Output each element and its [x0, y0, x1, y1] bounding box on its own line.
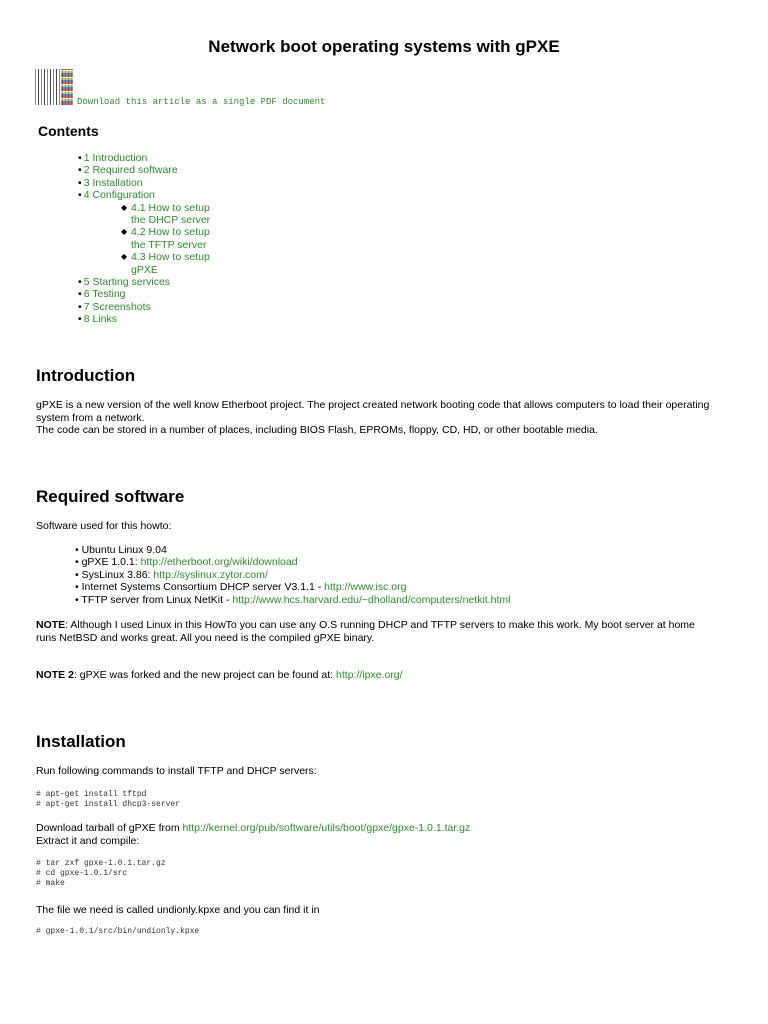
list-item: • Ubuntu Linux 9.04 [75, 544, 167, 556]
list-item: • SysLinux 3.86: http://syslinux.zytor.com/ [75, 568, 268, 581]
extract-text: Extract it and compile: [36, 834, 140, 847]
code-block-file-path: # gpxe-1.0.1/src/bin/undionly.kpxe [36, 927, 200, 936]
toc-item[interactable]: • 6 Testing [78, 288, 126, 301]
page-title: Network boot operating systems with gPXE [208, 37, 560, 56]
note2-paragraph [36, 669, 716, 682]
toc-link-testing[interactable]: 6 Testing [83, 288, 126, 301]
toc-item[interactable]: • 5 Starting services [78, 276, 171, 289]
file-paragraph: The file we need is called undionly.kpxe and you can find it in [36, 904, 320, 916]
toc-item[interactable]: • 1 Introduction [78, 152, 148, 164]
introduction-text-2: The code can be stored in a number of places, including BIOS Flash, EPROMs, floppy, CD, HD, or other bootable media. [36, 424, 598, 437]
download-paragraph [36, 822, 716, 847]
pdf-download-link[interactable]: Download this article as a single PDF document [77, 97, 326, 107]
pdf-icon[interactable] [35, 69, 73, 105]
contents-heading: Contents [38, 123, 99, 139]
toc-link-starting-services[interactable]: 5 Starting services [83, 276, 171, 289]
syslinux-link[interactable]: http://syslinux.zytor.com/ [153, 568, 268, 581]
installation-heading: Installation [36, 732, 126, 751]
software-list [75, 544, 510, 606]
gpxe-tarball-link[interactable]: http://kernel.org/pub/software/utils/boot/gpxe/gpxe-1.0.1.tar.gz [182, 822, 471, 834]
toc-item[interactable]: • 3 Installation [78, 176, 143, 189]
list-item: • Internet Systems Consortium DHCP server V3.1.1 - http://www.isc.org [75, 581, 407, 594]
list-item: • gPXE 1.0.1: http://etherboot.org/wiki/download [75, 556, 298, 569]
toc-link-configuration[interactable]: 4 Configuration [83, 189, 155, 202]
toc-link-screenshots[interactable]: 7 Screenshots [83, 300, 151, 313]
toc-item[interactable]: • 7 Screenshots [78, 300, 151, 313]
toc-item[interactable]: • 8 Links [78, 313, 117, 326]
table-of-contents [78, 152, 211, 326]
note-paragraph [36, 619, 716, 644]
installation-intro: Run following commands to install TFTP and DHCP servers: [36, 765, 317, 777]
note-label: NOTE [36, 619, 66, 631]
introduction-heading: Introduction [36, 366, 136, 385]
toc-subitem[interactable]: ◆ 4.2 How to setup the TFTP server [121, 226, 210, 251]
toc-link-required-software[interactable]: 2 Required software [83, 164, 178, 177]
toc-link-dhcp[interactable]: 4.1 How to setup the DHCP server [131, 201, 211, 227]
required-software-heading: Required software [36, 487, 185, 506]
ipxe-link[interactable]: http://ipxe.org/ [336, 669, 403, 681]
code-block-compile: # tar zxf gpxe-1.0.1.tar.gz # cd gpxe-1.0.1/src # make [36, 859, 166, 888]
toc-item[interactable]: • 2 Required software [78, 164, 178, 177]
introduction-text-1: gPXE is a new version of the well know Etherboot project. The project created network booting code that allows computers to load their operating system from a network. [36, 399, 710, 424]
download-text: Download tarball of gPXE from [36, 822, 183, 834]
note2-text: : gPXE was forked and the new project can be found at: [73, 669, 337, 681]
netkit-link[interactable]: http://www.hcs.harvard.edu/~dholland/computers/netkit.html [232, 593, 511, 606]
toc-link-gpxe[interactable]: 4.3 How to setup gPXE [131, 251, 210, 276]
etherboot-link[interactable]: http://etherboot.org/wiki/download [140, 556, 298, 569]
note-text: : Although I used Linux in this HowTo you can use any O.S running DHCP and TFTP servers to make this work. My boot server at home runs NetBSD and works great. All you need is the compiled gPXE binary. [36, 619, 695, 644]
isc-link[interactable]: http://www.isc.org [324, 581, 407, 594]
introduction-paragraph [36, 399, 716, 437]
toc-item[interactable]: • 4 Configuration [78, 189, 155, 202]
toc-subitem[interactable]: ◆ 4.3 How to setup gPXE [121, 251, 210, 276]
list-item: • TFTP server from Linux NetKit - http://www.hcs.harvard.edu/~dholland/computers/netkit.html [75, 593, 511, 606]
note2-label: NOTE 2 [36, 669, 74, 681]
code-block-install: # apt-get install tftpd # apt-get install dhcp3-server [36, 790, 181, 809]
toc-link-introduction[interactable]: 1 Introduction [83, 152, 148, 164]
toc-link-links[interactable]: 8 Links [83, 313, 117, 326]
required-software-intro: Software used for this howto: [36, 520, 172, 532]
toc-link-installation[interactable]: 3 Installation [83, 176, 143, 189]
toc-subitem[interactable]: ◆ 4.1 How to setup the DHCP server [121, 201, 211, 227]
toc-link-tftp[interactable]: 4.2 How to setup the TFTP server [131, 226, 210, 251]
